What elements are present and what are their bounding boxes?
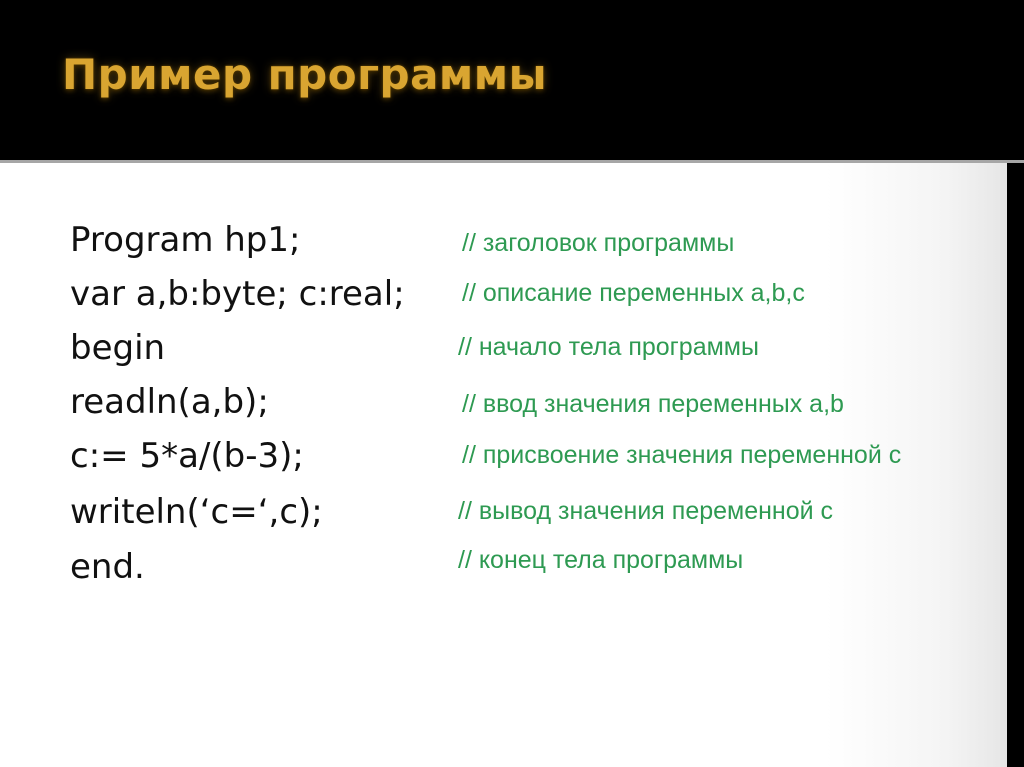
- comment-line-4: // ввод значения переменных a,b: [462, 390, 844, 418]
- code-line-6: writeln(‘c=‘,c);: [70, 492, 323, 532]
- code-line-4: readln(a,b);: [70, 382, 269, 422]
- code-line-2: var a,b:byte; c:real;: [70, 274, 405, 314]
- code-line-7: end.: [70, 547, 145, 587]
- slide-title: Пример программы: [62, 50, 548, 99]
- slide-right-edge: [1007, 163, 1024, 767]
- code-line-1: Program hp1;: [70, 220, 301, 260]
- comment-line-2: // описание переменных a,b,c: [462, 279, 805, 307]
- comment-line-5: // присвоение значения переменной c: [462, 441, 902, 469]
- comment-line-6: // вывод значения переменной с: [458, 497, 834, 525]
- title-bar: [0, 0, 1024, 160]
- comment-line-7: // конец тела программы: [458, 546, 744, 574]
- code-line-5: c:= 5*a/(b-3);: [70, 436, 304, 476]
- slide-content: [0, 163, 1007, 767]
- comment-line-3: // начало тела программы: [458, 333, 759, 361]
- comment-line-1: // заголовок программы: [462, 229, 735, 257]
- code-line-3: begin: [70, 328, 166, 368]
